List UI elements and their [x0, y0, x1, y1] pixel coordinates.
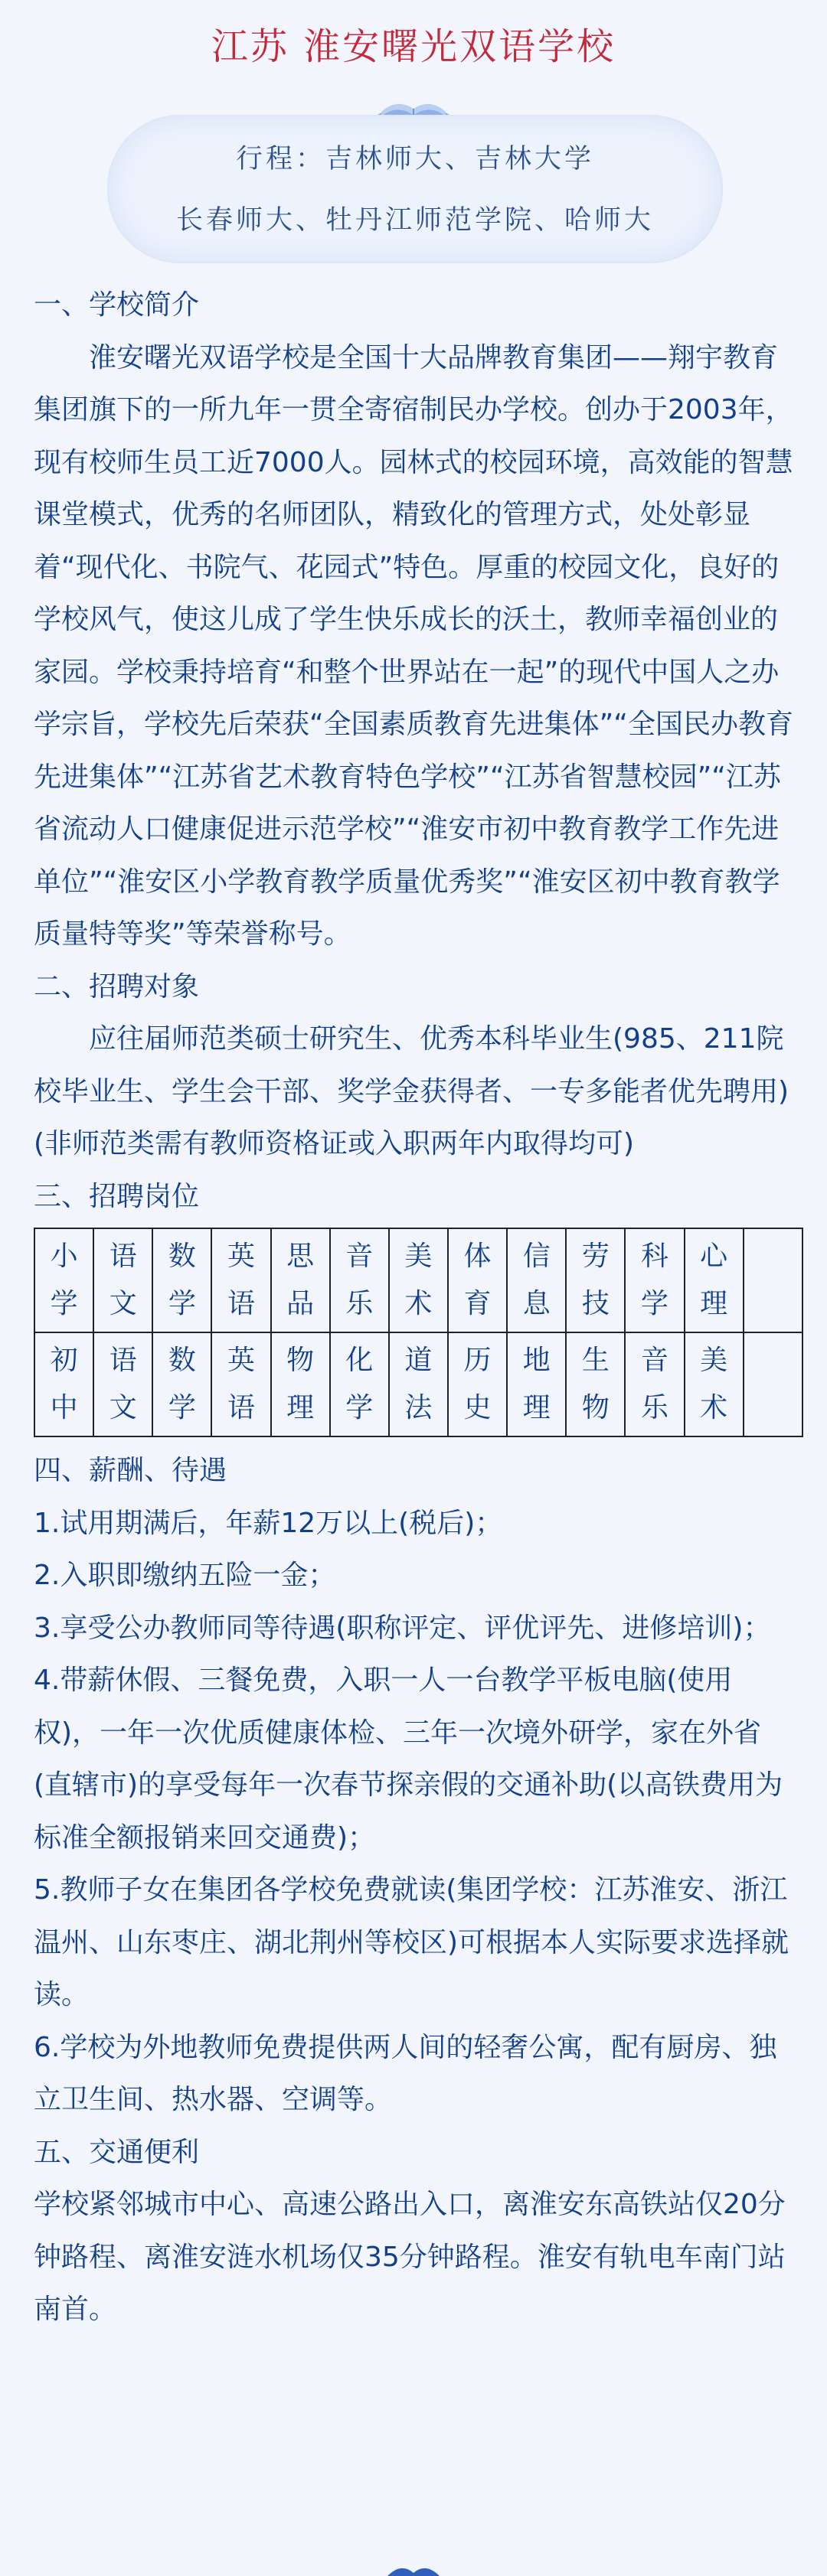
table-cell	[93, 1228, 152, 1332]
cell-char: 语	[109, 1241, 137, 1272]
cell-char: 音	[640, 1345, 668, 1376]
cell-char: 术	[700, 1392, 728, 1423]
route-line-2: 长春师大、牡丹江师范学院、哈师大	[175, 205, 654, 236]
section-heading-transport: 五、交通便利	[34, 2136, 200, 2168]
table-cell	[507, 1332, 566, 1436]
cell-char: 文	[109, 1288, 137, 1319]
section-heading-salary: 四、薪酬、待遇	[34, 1455, 227, 1486]
table-cell	[744, 1332, 802, 1436]
cell-char: 乐	[345, 1288, 374, 1319]
cell-char: 化	[345, 1345, 374, 1376]
cell-char: 心	[700, 1241, 728, 1272]
cell-char: 语	[227, 1288, 255, 1319]
cell-char: 语	[227, 1392, 255, 1423]
table-cell	[625, 1228, 684, 1332]
main-content	[34, 279, 796, 2336]
cell-char: 理	[522, 1392, 551, 1423]
cell-char: 地	[522, 1345, 551, 1376]
cell-char: 科	[640, 1241, 668, 1272]
route-box	[107, 115, 723, 263]
route-line-1: 行程：吉林师大、吉林大学	[235, 144, 594, 174]
table-cell	[211, 1332, 270, 1436]
benefit-item-3: 3.享受公办教师同等待遇(职称评定、评优评先、进修培训)；	[34, 1612, 771, 1644]
transport-text: 学校紧邻城市中心、高速公路出入口，离淮安东高铁站仅20分钟路程、离淮安涟水机场仅35分钟路程。淮安有轨电车南门站南首。	[34, 2189, 786, 2325]
cell-char: 美	[404, 1241, 433, 1272]
cell-char: 理	[286, 1392, 315, 1423]
cell-char: 数	[168, 1241, 196, 1272]
cell-char: 初	[50, 1345, 78, 1376]
table-cell	[152, 1228, 211, 1332]
recruit-target-text: 应往届师范类硕士研究生、优秀本科毕业生(985、211院校毕业生、学生会干部、奖学金获得者、一专多能者优先聘用)(非师范类需有教师资格证或入职两年内取得均可)	[34, 1023, 789, 1159]
cell-char: 技	[581, 1288, 610, 1319]
cell-char: 学	[50, 1288, 78, 1319]
cell-char: 学	[345, 1392, 374, 1423]
cell-char: 英	[227, 1345, 255, 1376]
table-cell	[389, 1332, 448, 1436]
table-cell	[744, 1228, 802, 1332]
cell-char: 生	[581, 1345, 610, 1376]
cell-char: 学	[168, 1288, 196, 1319]
table-cell	[271, 1228, 330, 1332]
table-row	[34, 1332, 802, 1436]
cell-char: 英	[227, 1241, 255, 1272]
cell-char: 学	[168, 1392, 196, 1423]
cell-char: 史	[463, 1392, 492, 1423]
cell-char: 美	[700, 1345, 728, 1376]
cell-char: 术	[404, 1288, 433, 1319]
cell-char: 法	[404, 1392, 433, 1423]
benefit-item-5: 5.教师子女在集团各学校免费就读(集团学校：江苏淮安、浙江温州、山东枣庄、湖北荆州等校区)可根据本人实际要求选择就读。	[34, 1874, 789, 2010]
table-row	[34, 1228, 802, 1332]
benefit-item-1: 1.试用期满后，年薪12万以上(税后)；	[34, 1507, 503, 1539]
cell-char: 数	[168, 1345, 196, 1376]
page-title: 江苏 淮安曙光双语学校	[211, 25, 616, 68]
table-cell	[152, 1332, 211, 1436]
cell-char: 音	[345, 1241, 374, 1272]
cell-char: 育	[463, 1288, 492, 1319]
cell-char: 小	[50, 1241, 78, 1272]
cell-char: 文	[109, 1392, 137, 1423]
table-cell	[93, 1332, 152, 1436]
cell-char: 语	[109, 1345, 137, 1376]
cell-char: 物	[286, 1345, 315, 1376]
table-cell	[566, 1228, 625, 1332]
cell-char: 体	[463, 1241, 492, 1272]
table-cell	[211, 1228, 270, 1332]
open-book-icon	[383, 2556, 444, 2576]
section-heading-target: 二、招聘对象	[34, 970, 200, 1003]
cell-char: 品	[286, 1288, 315, 1319]
section-heading-intro: 一、学校简介	[34, 289, 200, 321]
cell-char: 学	[640, 1288, 668, 1319]
cell-char: 中	[50, 1392, 78, 1423]
cell-char: 息	[522, 1288, 551, 1319]
table-cell	[625, 1332, 684, 1436]
benefit-item-2: 2.入职即缴纳五险一金；	[34, 1560, 336, 1591]
cell-char: 思	[286, 1241, 315, 1272]
table-cell	[566, 1332, 625, 1436]
benefit-item-4: 4.带薪休假、三餐免费，入职一人一台教学平板电脑(使用权)，一年一次优质健康体检、三年一次境外研学，家在外省(直辖市)的享受每年一次春节探亲假的交通补助(以高铁费用为标准全额报销来回交通费)；	[34, 1665, 783, 1854]
table-cell	[685, 1332, 744, 1436]
school-intro-text: 淮安曙光双语学校是全国十大品牌教育集团——翔宇教育集团旗下的一所九年一贯全寄宿制民办学校。创办于2003年，现有校师生员工近7000人。园林式的校园环境，高效能的智慧课堂模式，优秀的名师团队，精致化的管理方式，处处彰显着“现代化、书院气、花园式”特色。厚重的校园文化，良好的学校风气，使这儿成了学生快乐成长的沃土，教师幸福创业的家园。学校秉持培育“和整个世界站在一起”的现代中国人之办学宗旨，学校先后荣获“全国素质教育先进集体”“全国民办教育先进集体”“江苏省艺术教育特色学校”“江苏省智慧校园”“江苏省流动人口健康促进示范学校”“淮安市初中教育教学工作先进单位”“淮安区小学教育教学质量优秀奖”“淮安区初中教育教学质量特等奖”等荣誉称号。	[34, 341, 793, 950]
table-cell	[389, 1228, 448, 1332]
cell-char: 道	[404, 1345, 433, 1376]
table-cell	[448, 1332, 507, 1436]
table-cell	[330, 1228, 389, 1332]
cell-char: 物	[581, 1392, 610, 1423]
table-cell	[507, 1228, 566, 1332]
benefit-item-6: 6.学校为外地教师免费提供两人间的轻奢公寓，配有厨房、独立卫生间、热水器、空调等。	[34, 2031, 777, 2115]
cell-char: 乐	[640, 1392, 668, 1423]
table-cell	[34, 1228, 93, 1332]
table-cell	[448, 1228, 507, 1332]
cell-char: 理	[700, 1288, 728, 1319]
table-cell	[34, 1332, 93, 1436]
table-cell	[685, 1228, 744, 1332]
cell-char: 信	[522, 1241, 551, 1272]
table-cell	[330, 1332, 389, 1436]
table-cell	[271, 1332, 330, 1436]
cell-char: 劳	[581, 1241, 610, 1272]
positions-table	[34, 1228, 803, 1437]
section-heading-positions: 三、招聘岗位	[34, 1180, 200, 1212]
cell-char: 历	[463, 1345, 492, 1376]
